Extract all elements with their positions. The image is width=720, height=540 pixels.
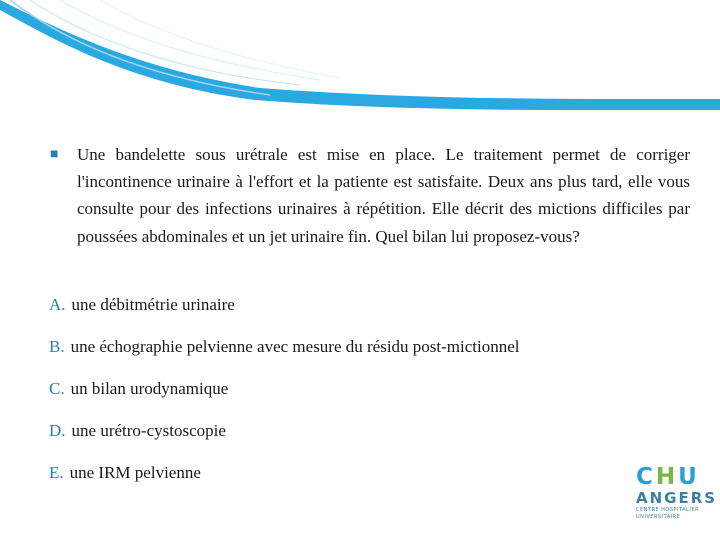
answer-option-c[interactable] (49, 376, 520, 418)
answer-option-a[interactable] (49, 292, 520, 334)
logo-chu (636, 465, 708, 489)
logo-letter-h: H (655, 464, 679, 490)
answer-text: une débitmétrie urinaire (71, 295, 235, 314)
logo-angers: ANGERS (636, 489, 718, 507)
question-text: Une bandelette sous urétrale est mise en place. Le traitement permet de corriger l'incontinence urinaire à l'effort et la patiente est satisfaite. Deux ans plus tard, elle vous consulte pour des infections urinaires à répétition. Elle décrit des mictions difficiles par poussées abdominales et un jet urinaire fin. Quel bilan lui proposez-vous? (77, 145, 690, 246)
answer-letter: C. (49, 379, 65, 398)
answer-letter: B. (49, 337, 65, 356)
answer-letter: D. (49, 421, 66, 440)
answer-letter: E. (49, 463, 64, 482)
logo-letter-u: U (678, 464, 700, 490)
answer-text: une urétro-cystoscopie (71, 421, 226, 440)
answer-list (49, 292, 520, 502)
answer-option-d[interactable] (49, 418, 520, 460)
logo-subtitle-2: UNIVERSITAIRE (636, 514, 681, 520)
question-block (50, 141, 690, 250)
chu-angers-logo (636, 464, 718, 529)
square-bullet-icon: ■ (50, 147, 59, 162)
answer-text: une IRM pelvienne (69, 463, 201, 482)
answer-text: une échographie pelvienne avec mesure du résidu post-mictionnel (70, 337, 520, 356)
answer-text: un bilan urodynamique (70, 379, 229, 398)
logo-subtitle-1: CENTRE HOSPITALIER (636, 507, 700, 513)
header-swoosh-decoration (0, 0, 720, 110)
answer-option-e[interactable] (49, 460, 520, 502)
answer-letter: A. (49, 295, 66, 314)
answer-option-b[interactable] (49, 334, 520, 376)
logo-letter-c: C (636, 464, 656, 490)
